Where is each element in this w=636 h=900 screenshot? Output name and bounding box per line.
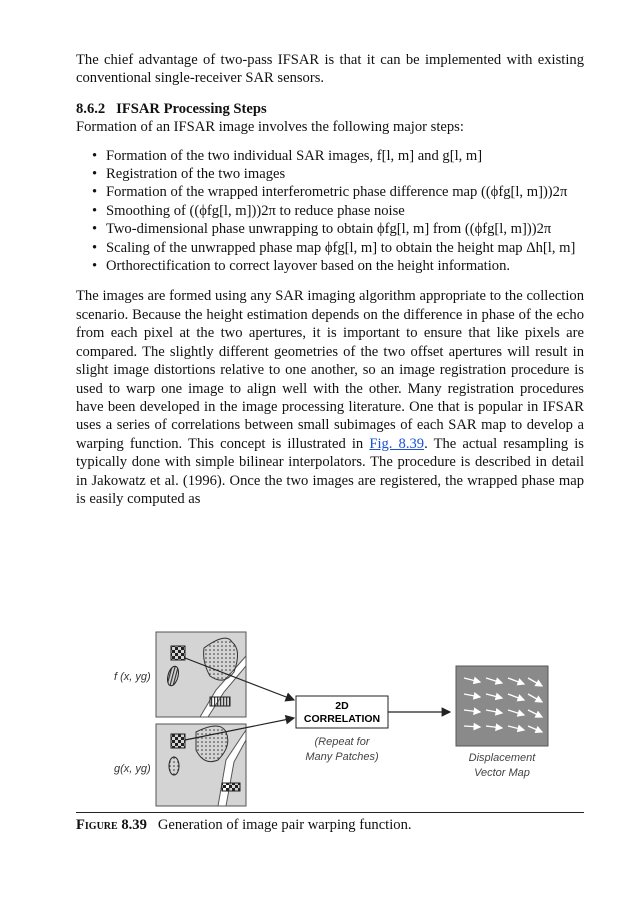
figure-caption [76, 812, 584, 834]
output-label-2: Vector Map [474, 767, 530, 779]
box-line1: 2D [335, 700, 349, 712]
caption-text: Generation of image pair warping function. [157, 817, 412, 833]
image-f [156, 632, 246, 717]
correlation-box [296, 696, 388, 728]
section-number: 8.6.2 [76, 100, 106, 117]
list-item: • Formation of the two individual SAR images, f[l, m] and g[l, m] [106, 147, 584, 165]
repeat-note-1: (Repeat for [314, 736, 370, 748]
body-paragraph [76, 287, 584, 508]
vector-map [456, 666, 548, 746]
list-item: • Smoothing of ((ϕfg[l, m]))2π to reduce phase noise [106, 202, 584, 220]
steps-list [76, 147, 584, 276]
body-text-a: The images are formed using any SAR imaging algorithm appropriate to the collection scenario. Because the height estimation depends on the difference in phase of the echo from each pixel at the two apertures, it is important to ensure that like pixels are compared. The slightly different geometries of the two offset apertures will result in slight image distortions relative to one another, so an image registration procedure is used to warp one image to align well with the other. Many registration procedures have been developed in the image processing literature. One that is popular in IFSAR uses a series of correlations between small subimages of each SAR map to develop a warping function. This concept is illustrated in [76, 288, 584, 452]
list-item: • Formation of the wrapped interferometric phase difference map ((ϕfg[l, m]))2π [106, 183, 584, 201]
label-f: f (x, yg) [114, 671, 151, 683]
lead-sentence: Formation of an IFSAR image involves the following major steps: [76, 119, 464, 136]
intro-paragraph: The chief advantage of two-pass IFSAR is that it can be implemented with existing conventional single-receiver SAR sensors. [76, 52, 584, 87]
page-text [76, 51, 584, 508]
caption-label: Figure 8.39 [76, 817, 147, 833]
body-text-b: . The actual resampling is typically done with simple bilinear interpolators. The procedure is described in detail in Jakowatz et al. (1996). Once the two images are registered, the wrapped phase map is easily computed as [76, 435, 584, 507]
repeat-note-2: Many Patches) [305, 751, 379, 763]
list-item: • Orthorectification to correct layover based on the height information. [106, 257, 584, 275]
box-line2: CORRELATION [303, 713, 381, 725]
list-item: • Scaling of the unwrapped phase map ϕfg[l, m] to obtain the height map Δh[l, m] [106, 239, 584, 257]
list-item: • Two-dimensional phase unwrapping to obtain ϕfg[l, m] from ((ϕfg[l, m]))2π [106, 220, 584, 238]
label-g: g(x, yg) [114, 763, 151, 775]
section-heading [76, 100, 584, 118]
list-item: • Registration of the two images [106, 165, 584, 183]
output-label-1: Displacement [468, 752, 536, 764]
section-title: IFSAR Processing Steps [116, 100, 267, 117]
figure-link[interactable]: Fig. 8.39 [369, 435, 425, 452]
figure-diagram [76, 620, 584, 820]
